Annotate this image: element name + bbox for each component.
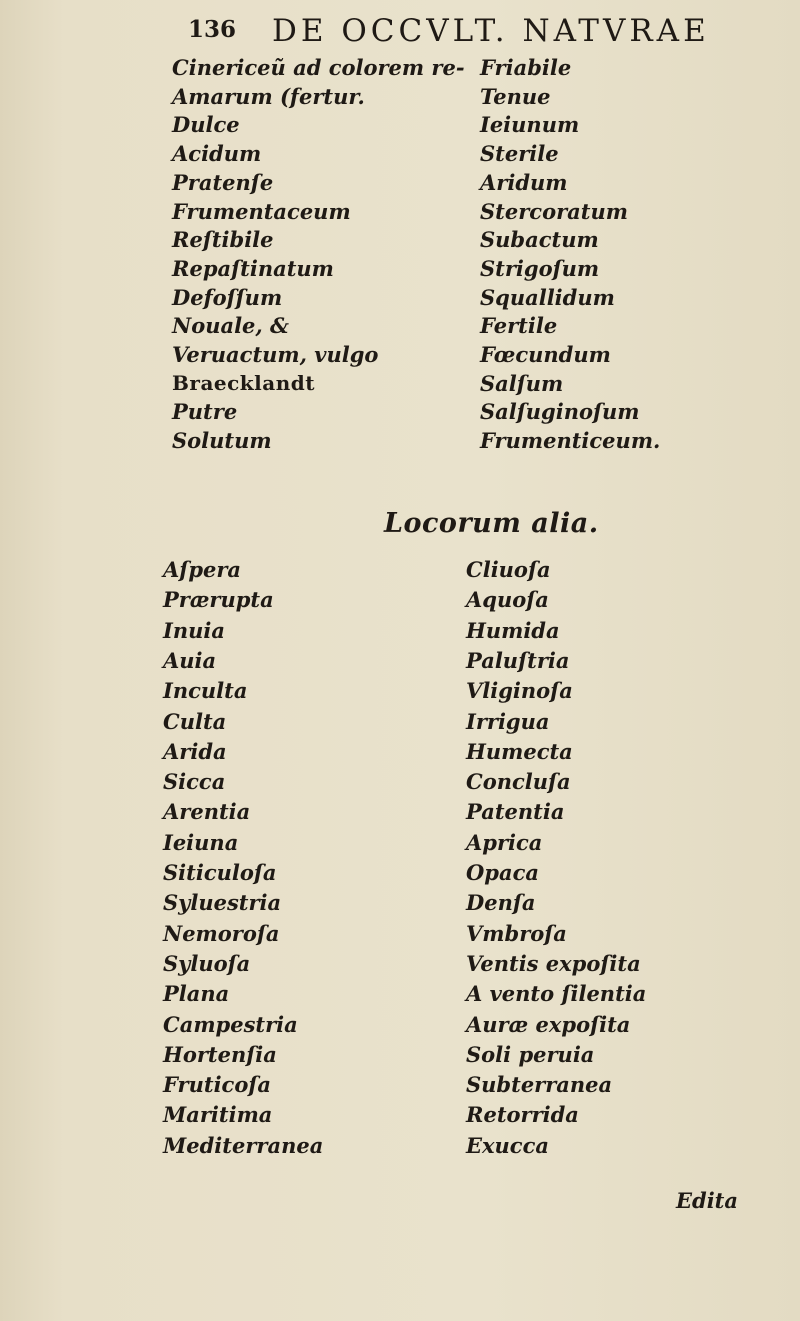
list-item: Repaſtinatum	[172, 255, 334, 281]
list-item: Campestria	[163, 1011, 298, 1037]
list-item: Ieiuna	[163, 829, 239, 855]
list-item: Acidum	[172, 141, 262, 167]
list-item: Stercoratum	[480, 198, 628, 224]
running-title: DE OCCVLT. NATVRAE	[272, 13, 710, 49]
list-item: Auia	[163, 647, 217, 673]
list-item: Ieiunum	[480, 112, 580, 138]
list-item: Amarum (fertur.	[172, 83, 365, 109]
list-item: Friabile	[480, 55, 572, 80]
catchword: Edita	[676, 1188, 738, 1213]
list-item: Salſum	[480, 370, 564, 396]
list-item: Frumenticeum.	[480, 428, 661, 454]
list-item: Siticuloſa	[163, 860, 277, 885]
list-item: Cinericeũ ad colorem re-	[172, 55, 465, 80]
list-item: Dulce	[172, 112, 240, 138]
list-item: Subterranea	[466, 1072, 613, 1098]
list-item: Hortenſia	[163, 1041, 277, 1067]
list-item: Braecklandt	[172, 370, 315, 395]
list-item: Nemoroſa	[163, 920, 280, 946]
list-item: Nouale, &	[172, 313, 289, 339]
list-item: Strigoſum	[480, 255, 600, 281]
list-item: Vmbroſa	[466, 920, 567, 946]
section-heading: Locorum alia.	[384, 508, 599, 539]
list-item: Frumentaceum	[172, 198, 351, 224]
list-item: Solutum	[172, 428, 272, 454]
list-item: Exucca	[466, 1132, 549, 1158]
list-item: Aridum	[480, 169, 568, 195]
list-item: Arentia	[163, 799, 251, 825]
list-item: Pratenſe	[172, 169, 274, 195]
list-item: Defoſſum	[172, 284, 283, 310]
list-item: Putre	[172, 399, 238, 425]
list-item: Retorrida	[466, 1102, 579, 1128]
list-item: Soli peruia	[466, 1041, 595, 1067]
list-item: Culta	[163, 708, 227, 734]
list-item: Auræ expoſita	[466, 1011, 631, 1037]
list-item: Fertile	[480, 313, 558, 339]
list-item: Syluoſa	[163, 950, 251, 976]
list-item: Subactum	[480, 227, 599, 253]
list-item: Salſuginoſum	[480, 399, 640, 425]
list-item: Arida	[163, 738, 227, 764]
list-item: Syluestria	[163, 890, 282, 916]
list-item: Plana	[163, 981, 230, 1007]
list-item: Maritima	[163, 1102, 273, 1128]
list-item: Patentia	[466, 799, 565, 825]
list-item: Mediterranea	[163, 1132, 324, 1158]
page-number: 136	[188, 16, 237, 43]
list-item: Squallidum	[480, 284, 615, 310]
list-item: Sterile	[480, 141, 559, 167]
list-item: Tenue	[480, 83, 551, 109]
list-item: Sicca	[163, 769, 226, 795]
list-item: Aprica	[466, 829, 543, 855]
list-item: Concluſa	[466, 769, 571, 795]
list-item: Opaca	[466, 860, 539, 885]
list-item: Inculta	[163, 678, 248, 704]
list-item: Reſtibile	[172, 227, 274, 253]
list-item: Aquoſa	[466, 587, 549, 613]
list-item: Ventis expoſita	[466, 950, 641, 976]
list-item: Veruactum, vulgo	[172, 342, 379, 367]
list-item: Fruticoſa	[163, 1072, 271, 1098]
list-item: Denſa	[466, 890, 536, 916]
list-item: Inuia	[163, 617, 225, 643]
list-item: Fœcundum	[480, 342, 611, 367]
list-item: Irrigua	[466, 708, 550, 734]
list-item: Humecta	[466, 738, 573, 764]
list-item: Humida	[466, 617, 560, 643]
list-item: Aſpera	[163, 557, 242, 582]
list-item: Cliuoſa	[466, 557, 551, 582]
list-item: A vento ſilentia	[466, 981, 647, 1007]
list-item: Prærupta	[163, 587, 274, 613]
list-item: Vliginoſa	[466, 678, 573, 704]
list-item: Paluſtria	[466, 647, 570, 673]
